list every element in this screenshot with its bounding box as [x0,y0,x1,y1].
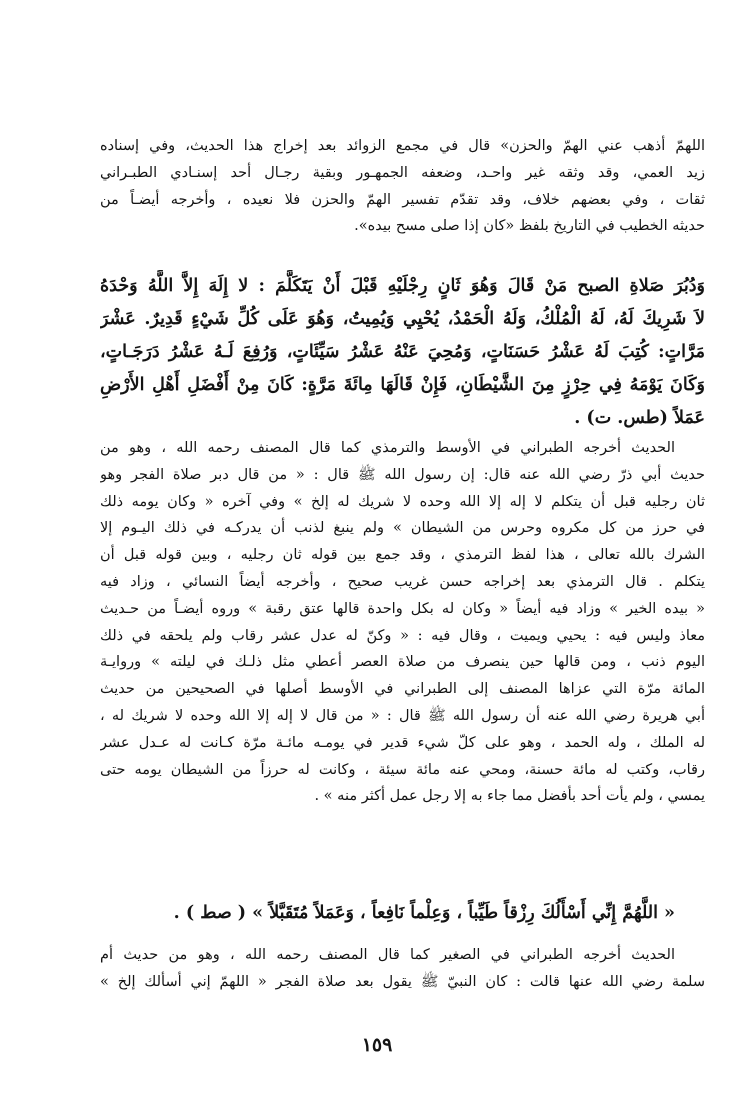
text-line: المائة مرّة التي عزاها المصنف إلى الطبراني في الأوسط أصلها في الصحيحين من حديث [100,681,705,698]
page-number: ١٥٩ [361,1034,393,1056]
text-line: اليوم ذنب ، ومن قالها حين ينصرف من صلاة العصر أعطي مثل ذلـك في ليلته » وروايـة [100,654,705,671]
text-line: زيد العمي، وقد وثقه غير واحـد، وضعفه الجمهـور وبقية رجـال أحد إسنـادي الطبـراني [100,164,705,181]
text-line: له الملك ، وله الحمد ، وهو على كلّ شيء قدير في يومـه مائـة مرّة كـانت له عـدل عشر [100,734,705,751]
hadith-text [100,270,705,435]
commentary-paragraph-1 [100,133,705,240]
text-line: « اللَّهُمَّ إِنِّي أَسْأَلُكَ رِزْقاً طَيِّباً ، وَعِلْماً نَافِعاً ، وَعَمَلاً مُتَقَبَّلاً » ( صط ) . [173,903,675,923]
text-line: اللهمّ أذهب عني الهمّ والحزن» قال في مجمع الزوائد بعد إخراج هذا الحديث، وفي إسناده [100,138,705,154]
text-line: حديثه الخطيب في التاريخ بلفظ «كان إذا صلى مسح بيده». [354,218,705,235]
text-line: عَمَلاً (طس. ت) . [574,408,705,428]
text-line: حديث أبي ذرّ رضي الله عنه قال: إن رسول الله ﷺ قال : « من قال دبر صلاة الفجر وهو [100,466,705,483]
commentary-paragraph-2 [100,435,705,810]
text-line: الحديث أخرجه الطبراني في الأوسط والترمذي كما قال المصنف رحمه الله ، وهو من [100,440,675,456]
text-line: مَرَّاتٍ: كُتِبَ لَهُ عَشْرُ حَسَنَاتٍ، وَمُحِيَ عَنْهُ عَشْرُ سَيِّئَاتٍ، وَرُفِعَ لَـهُ عَشْرُ دَرَجَـاتٍ، [100,342,705,362]
text-line: رقاب، وكتب له مائة حسنة، ومحي عنه مائة سيئة ، وكانت له حرزاً من الشيطان يومه حتى [100,761,705,778]
dua-text [100,896,705,930]
text-line: أبي هريرة رضي الله عنه أن رسول الله ﷺ قال : « من قال لا إله إلا الله وحده لا شريك له ، [100,707,705,724]
text-line: وَدُبُرَ صَلاةِ الصبح مَنْ قَالَ وَهُوَ ثَانٍ رِجْلَيْهِ قَبْلَ أَنْ يَتَكَلَّمَ : لا إِلَهَ إِلاَّ اللَّهُ وَحْدَهُ [100,276,705,296]
text-line: لاَ شَرِيكَ لَهُ، لَهُ الْمُلْكُ، وَلَهُ الْحَمْدُ، يُحْيِي وَيُمِيتُ، وَهُوَ عَلَى كُلِّ شَيْءٍ قَدِيرٌ. عَشْرَ [100,309,705,329]
text-line: ثقات ، وفي بعضهم خلاف، وقد تقدّم تفسير الهمّ والحزن فلا نعيده ، وأخرجه أيضـاً من [100,191,705,208]
text-line: ثان رجليه قبل أن يتكلم لا إله إلا الله وحده لا شريك له إلخ » وفي آخره « وكان يومه ذلك [100,493,705,510]
text-line: الحديث أخرجه الطبراني في الصغير كما قال المصنف رحمه الله ، وهو من حديث أم [100,947,675,963]
text-line: يمسي ، ولم يأت أحد بأفضل مما جاء به إلا رجل عمل أكثر منه » . [314,788,705,805]
text-line: معاذ وليس فيه : يحيي ويميت ، وقال فيه : « وكنّ له عدل عشر رقاب ولم يلحقه في ذلك [100,627,705,644]
text-line: سلمة رضي الله عنها قالت : كان النبيّ ﷺ يقول بعد صلاة الفجر « اللهمّ إني أسألك إلخ » [100,973,705,990]
text-line: « بيده الخير » وزاد فيه أيضاً « وكان له بكل واحدة قالها عتق رقبة » وروه أيضـاً من حـديث [100,600,705,617]
text-line: الشرك بالله تعالى ، هذا لفظ الترمذي ، وقد جمع بين قوله ثان رجليه ، وبين قوله قبل أن [100,547,705,564]
text-line: وَكَانَ يَوْمَهُ فِي حِرْزٍ مِنَ الشَّيْطَانِ، فَإِنْ قَالَهَا مِائَةَ مَرَّةٍ: كَانَ مِنْ أَفْضَلِ أَهْلِ الأَرْضِ [100,375,705,395]
text-line: يتكلم . قال الترمذي بعد إخراجه حسن غريب صحيح ، وأخرجه أيضاً النسائي ، وزاد فيه [100,573,705,590]
text-line: في حرز من كل مكروه وحرس من الشيطان » ولم ينبغ لذنب أن يدركـه في ذلك اليـوم إلا [100,520,705,537]
commentary-paragraph-3 [100,942,705,996]
